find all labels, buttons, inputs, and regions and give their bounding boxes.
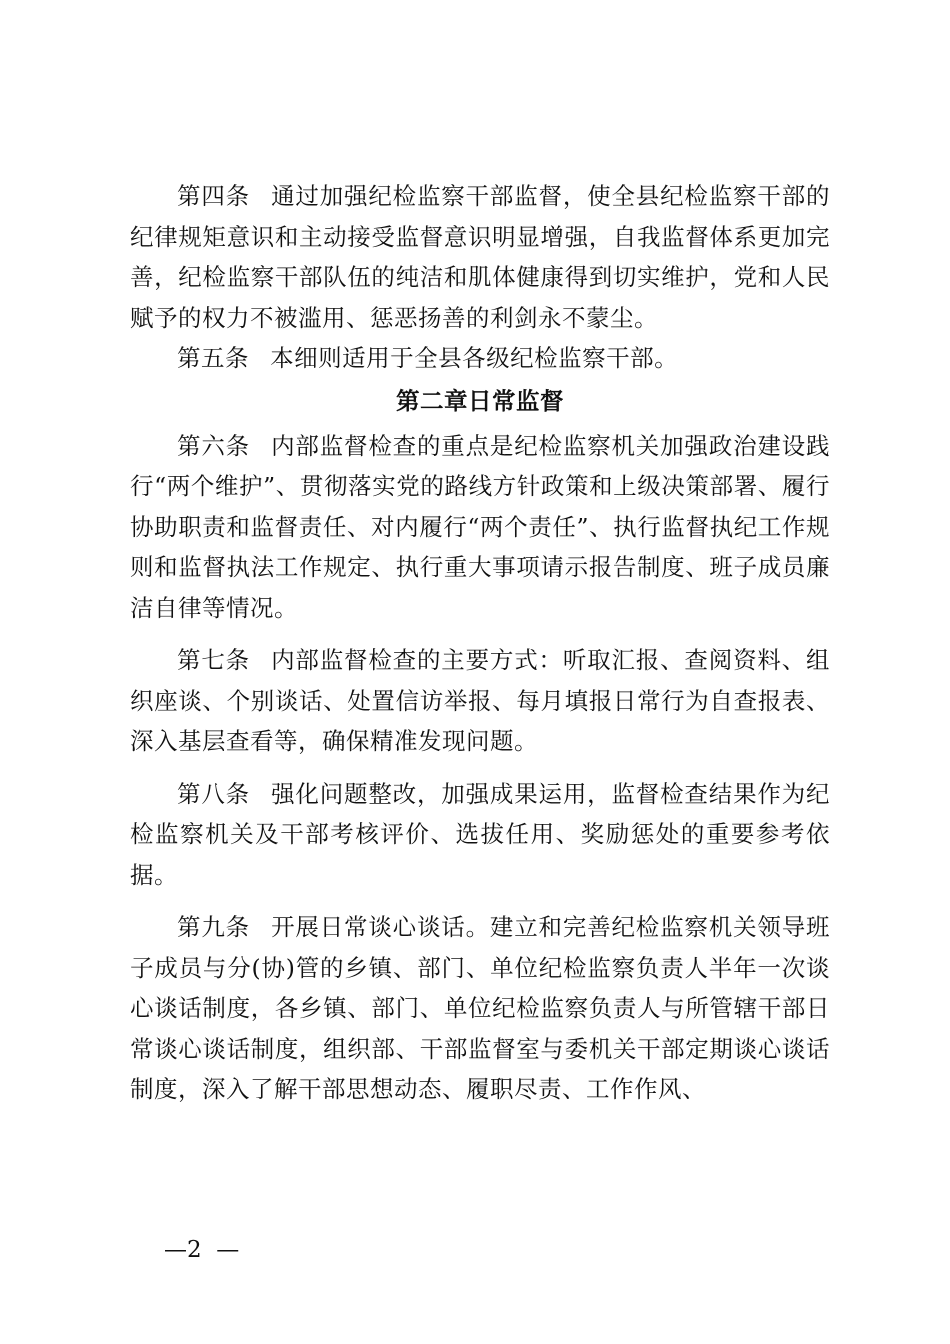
article-text: 本细则适用于全县各级纪检监察干部。 xyxy=(270,344,679,372)
article-text: 强化问题整改，加强成果运用，监督检查结果作为纪检监察机关及干部考核评价、选拔任用、奖励惩处的重要参考依据。 xyxy=(130,779,831,889)
article-9 xyxy=(130,907,830,1110)
article-text: 内部监督检查的主要方式：听取汇报、查阅资料、组织座谈、个别谈话、处置信访举报、每月填报日常行为自查报表、深入基层查看等，确保精准发现问题。 xyxy=(130,646,831,755)
article-text: 开展日常谈心谈话。建立和完善纪检监察机关领导班子成员与分(协)管的乡镇、部门、单位纪检监察负责人半年一次谈心谈话制度，各乡镇、部门、单位纪检监察负责人与所管辖干部日常谈心谈话制度，组织部、干部监督室与委机关干部定期谈心谈话制度，深入了解干部思想动态、履职尽责、工作作风、 xyxy=(130,913,831,1103)
page-number: —2 — xyxy=(164,1237,240,1263)
article-number: 第五条 xyxy=(177,344,249,372)
article-8 xyxy=(130,774,830,896)
chapter-title: 第二章日常监督 xyxy=(396,386,564,415)
document-body xyxy=(130,176,830,1110)
article-4 xyxy=(130,176,830,338)
article-number: 第七条 xyxy=(177,646,250,674)
article-text: 通过加强纪检监察干部监督，使全县纪检监察干部的纪律规矩意识和主动接受监督意识明显增强，自我监督体系更加完善，纪检监察干部队伍的纯洁和肌体健康得到切实维护，党和人民赋予的权力不被滥用、惩恶扬善的利剑永不蒙尘。 xyxy=(130,182,831,332)
article-5 xyxy=(130,338,830,379)
article-number: 第九条 xyxy=(177,913,250,941)
article-number: 第四条 xyxy=(177,182,250,210)
article-7 xyxy=(130,640,830,762)
article-number: 第六条 xyxy=(177,431,250,460)
article-6 xyxy=(130,426,830,629)
article-text: 内部监督检查的重点是纪检监察机关加强政治建设践行“两个维护”、贯彻落实党的路线方针政策和上级决策部署、履行协助职责和监督责任、对内履行“两个责任”、执行监督执纪工作规则和监督执法工作规定、执行重大事项请示报告制度、班子成员廉洁自律等情况。 xyxy=(130,431,831,622)
article-number: 第八条 xyxy=(177,779,250,808)
